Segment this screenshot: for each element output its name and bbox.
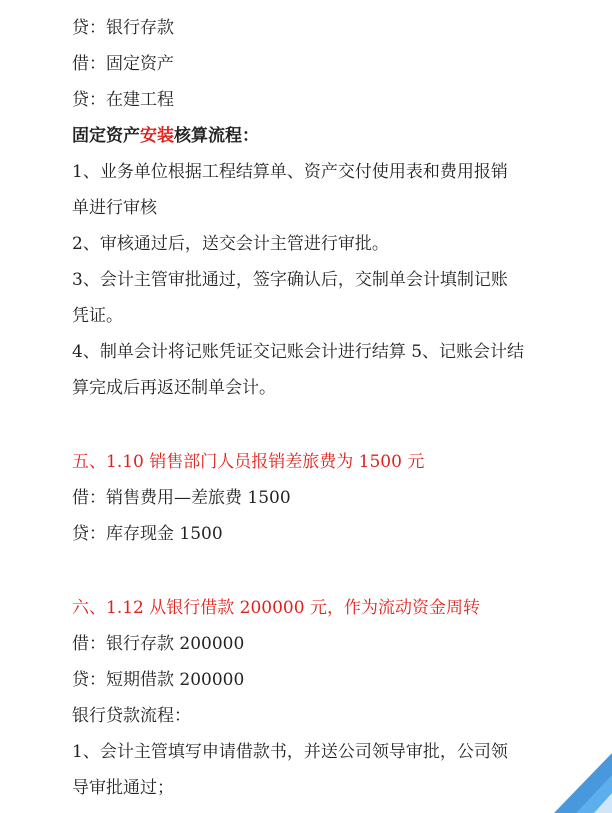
section6-entry-debit: 借：银行存款 200000 (72, 634, 245, 654)
section5-entry-credit: 贷：库存现金 1500 (72, 524, 223, 544)
install-step-line: 2、审核通过后，送交会计主管进行审批。 (72, 234, 389, 254)
heading-highlight: 安装 (140, 126, 174, 146)
install-step-line: 算完成后再返还制单会计。 (72, 378, 276, 398)
install-step-line: 凭证。 (72, 306, 123, 326)
bank-loan-step-line: 导审批通过； (72, 778, 174, 798)
section6-title: 六、1.12 从银行借款 200000 元，作为流动资金周转 (72, 598, 480, 618)
entry-debit-fixed-assets: 借：固定资产 (72, 54, 174, 74)
section5-title: 五、1.10 销售部门人员报销差旅费为 1500 元 (72, 452, 425, 472)
install-step-line: 单进行审核 (72, 198, 157, 218)
section5-entry-debit: 借：销售费用—差旅费 1500 (72, 488, 291, 508)
corner-decoration (532, 753, 612, 813)
heading-post: 核算流程： (174, 126, 259, 146)
install-step-line: 4、制单会计将记账凭证交记账会计进行结算 5、记账会计结 (72, 342, 525, 362)
heading-fixed-asset-install (72, 124, 572, 148)
bank-loan-step-line: 1、会计主管填写申请借款书，并送公司领导审批，公司领 (72, 742, 508, 762)
heading-pre: 固定资产 (72, 126, 140, 146)
entry-credit-construction-in-progress: 贷：在建工程 (72, 90, 174, 110)
bank-loan-process-heading: 银行贷款流程： (72, 706, 191, 726)
install-step-line: 1、业务单位根据工程结算单、资产交付使用表和费用报销 (72, 162, 508, 182)
entry-credit-bank-deposit: 贷：银行存款 (72, 18, 174, 38)
section6-entry-credit: 贷：短期借款 200000 (72, 670, 245, 690)
install-step-line: 3、会计主管审批通过，签字确认后，交制单会计填制记账 (72, 270, 508, 290)
